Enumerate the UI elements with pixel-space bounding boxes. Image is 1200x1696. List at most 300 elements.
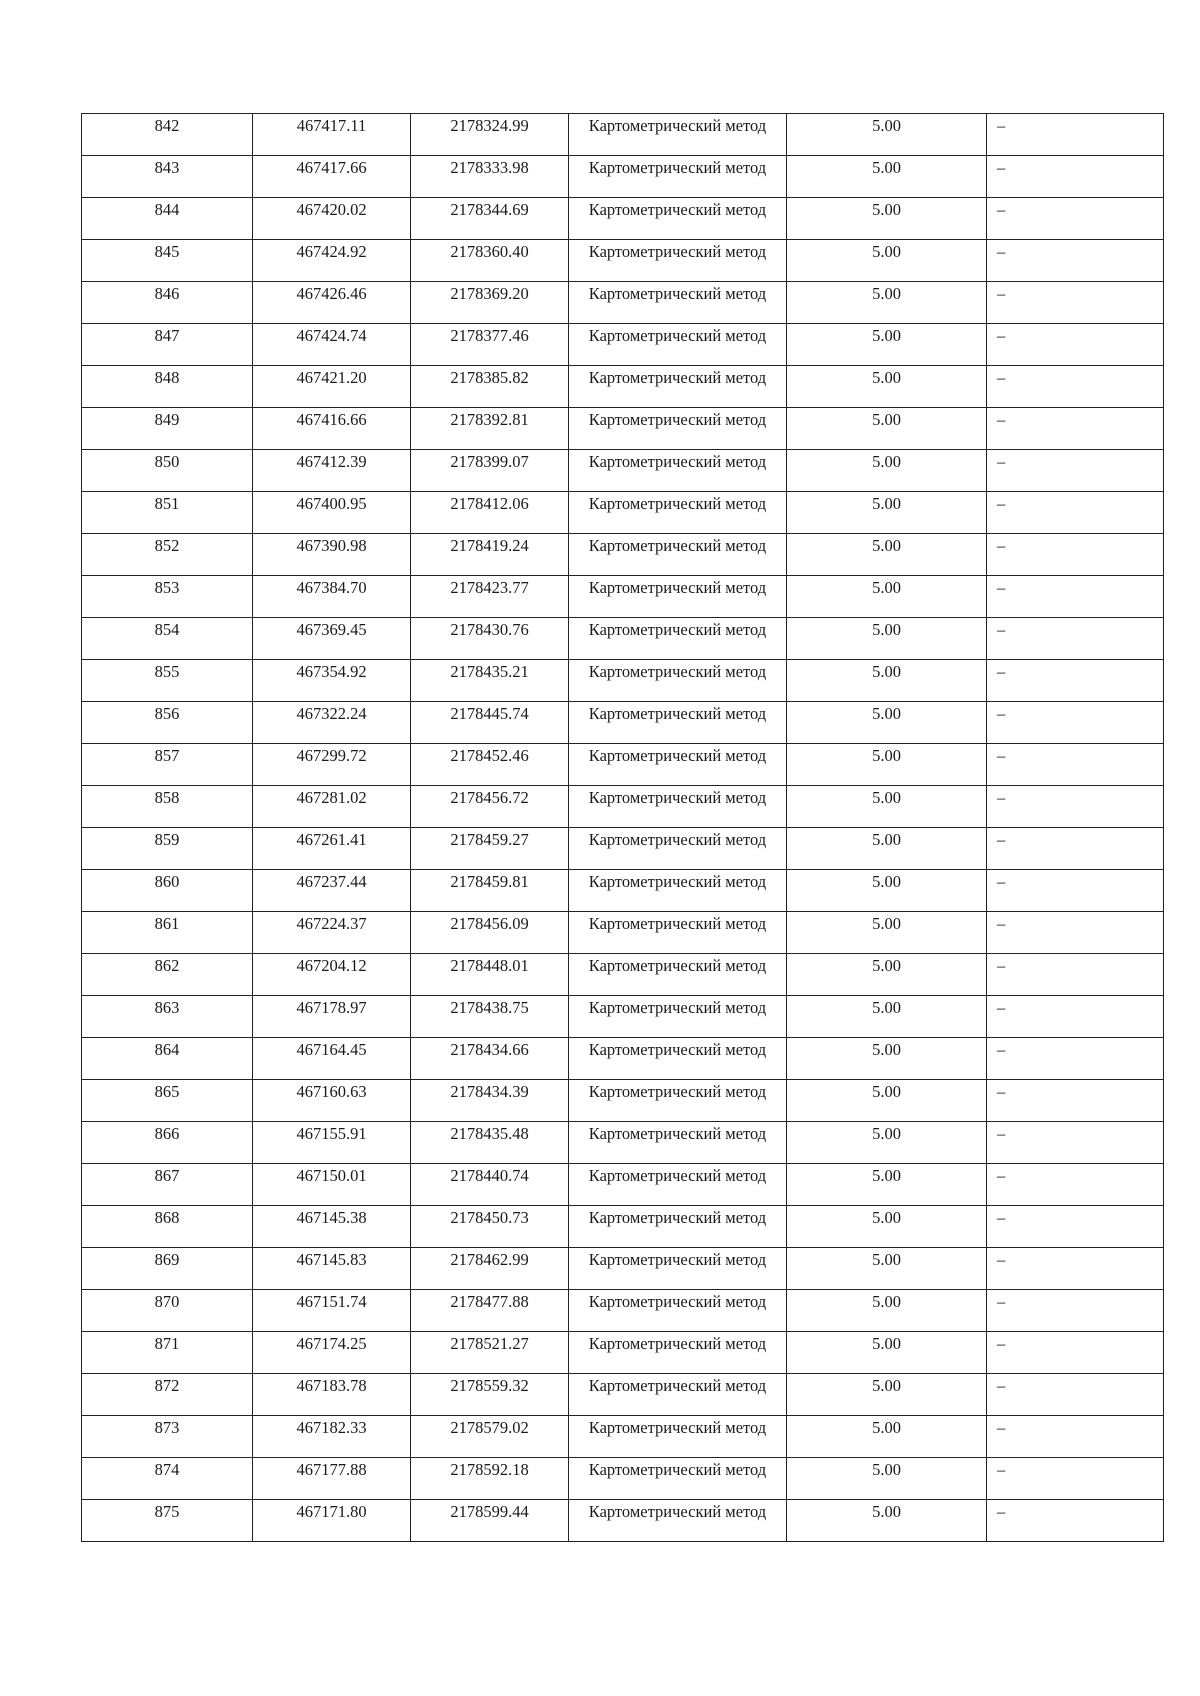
method-cell [569,1374,787,1416]
y-coordinate-cell [411,114,569,156]
table-row [82,240,1164,282]
x-coordinate-text: 467421.20 [296,368,367,387]
point-number-text: 849 [154,410,180,429]
method-text: Картометрический метод [588,914,767,933]
point-number-text: 865 [154,1082,180,1101]
x-coordinate-text: 467424.92 [296,242,367,261]
x-coordinate-text: 467224.37 [296,914,367,933]
description-cell [987,1122,1164,1164]
description-cell [987,1500,1164,1542]
accuracy-cell [787,1038,987,1080]
x-coordinate-text: 467384.70 [296,578,367,597]
description-text: – [997,1460,1006,1479]
accuracy-cell [787,576,987,618]
table-row [82,660,1164,702]
point-number-text: 852 [154,536,180,555]
accuracy-text: 5.00 [872,704,901,723]
accuracy-cell [787,1290,987,1332]
point-number-text: 864 [154,1040,180,1059]
description-cell [987,1248,1164,1290]
method-text: Картометрический метод [588,452,767,471]
x-coordinate-text: 467426.46 [296,284,367,303]
accuracy-text: 5.00 [872,578,901,597]
method-text: Картометрический метод [588,872,767,891]
y-coordinate-text: 2178435.21 [450,662,529,681]
method-text: Картометрический метод [588,1082,767,1101]
y-coordinate-text: 2178435.48 [450,1124,529,1143]
y-coordinate-cell [411,870,569,912]
accuracy-cell [787,996,987,1038]
y-coordinate-cell [411,1416,569,1458]
point-number-text: 871 [154,1334,180,1353]
y-coordinate-text: 2178477.88 [450,1292,529,1311]
description-text: – [997,536,1006,555]
x-coordinate-text: 467174.25 [296,1334,367,1353]
point-number-text: 868 [154,1208,180,1227]
table-row [82,1374,1164,1416]
point-number-text: 862 [154,956,180,975]
description-cell [987,282,1164,324]
method-cell [569,534,787,576]
description-cell [987,1038,1164,1080]
method-cell [569,1458,787,1500]
x-coordinate-cell [253,912,411,954]
description-text: – [997,410,1006,429]
accuracy-cell [787,828,987,870]
table-row [82,1206,1164,1248]
method-text: Картометрический метод [588,200,767,219]
method-cell [569,1416,787,1458]
y-coordinate-cell [411,1290,569,1332]
x-coordinate-cell [253,366,411,408]
point-number-text: 844 [154,200,180,219]
table-row [82,954,1164,996]
description-cell [987,786,1164,828]
description-text: – [997,1292,1006,1311]
x-coordinate-text: 467322.24 [296,704,367,723]
accuracy-text: 5.00 [872,200,901,219]
x-coordinate-cell [253,1248,411,1290]
point-number-text: 856 [154,704,180,723]
accuracy-cell [787,912,987,954]
point-number-text: 850 [154,452,180,471]
point-number-cell [82,1206,253,1248]
y-coordinate-text: 2178333.98 [450,158,529,177]
table-row [82,534,1164,576]
description-text: – [997,830,1006,849]
description-cell [987,408,1164,450]
method-cell [569,870,787,912]
description-text: – [997,242,1006,261]
method-cell [569,240,787,282]
x-coordinate-cell [253,324,411,366]
description-cell [987,114,1164,156]
point-number-cell [82,114,253,156]
point-number-cell [82,870,253,912]
accuracy-text: 5.00 [872,242,901,261]
method-text: Картометрический метод [588,116,767,135]
y-coordinate-text: 2178448.01 [450,956,529,975]
description-cell [987,828,1164,870]
description-cell [987,1164,1164,1206]
x-coordinate-cell [253,1458,411,1500]
point-number-text: 874 [154,1460,180,1479]
point-number-text: 855 [154,662,180,681]
method-cell [569,1164,787,1206]
method-text: Картометрический метод [588,1166,767,1185]
method-cell [569,1500,787,1542]
description-cell [987,870,1164,912]
method-text: Картометрический метод [588,998,767,1017]
y-coordinate-text: 2178385.82 [450,368,529,387]
y-coordinate-text: 2178592.18 [450,1460,529,1479]
point-number-text: 866 [154,1124,180,1143]
method-text: Картометрический метод [588,284,767,303]
table-row [82,1290,1164,1332]
description-text: – [997,662,1006,681]
method-cell [569,1206,787,1248]
description-text: – [997,872,1006,891]
accuracy-cell [787,786,987,828]
accuracy-text: 5.00 [872,872,901,891]
y-coordinate-cell [411,1500,569,1542]
y-coordinate-cell [411,1206,569,1248]
point-number-text: 872 [154,1376,180,1395]
method-text: Картометрический метод [588,368,767,387]
description-text: – [997,1124,1006,1143]
y-coordinate-text: 2178559.32 [450,1376,529,1395]
method-cell [569,1080,787,1122]
y-coordinate-cell [411,1038,569,1080]
description-cell [987,1374,1164,1416]
y-coordinate-cell [411,240,569,282]
method-text: Картометрический метод [588,410,767,429]
method-text: Картометрический метод [588,1334,767,1353]
point-number-text: 861 [154,914,180,933]
y-coordinate-text: 2178430.76 [450,620,529,639]
accuracy-text: 5.00 [872,830,901,849]
point-number-text: 870 [154,1292,180,1311]
point-number-cell [82,996,253,1038]
x-coordinate-text: 467400.95 [296,494,367,513]
accuracy-cell [787,1500,987,1542]
accuracy-cell [787,1122,987,1164]
y-coordinate-text: 2178392.81 [450,410,529,429]
x-coordinate-text: 467164.45 [296,1040,367,1059]
x-coordinate-cell [253,828,411,870]
accuracy-text: 5.00 [872,536,901,555]
x-coordinate-cell [253,240,411,282]
method-cell [569,282,787,324]
method-text: Картометрический метод [588,1502,767,1521]
y-coordinate-text: 2178462.99 [450,1250,529,1269]
point-number-cell [82,786,253,828]
x-coordinate-cell [253,1080,411,1122]
accuracy-text: 5.00 [872,1040,901,1059]
method-text: Картометрический метод [588,662,767,681]
table-row [82,1164,1164,1206]
point-number-cell [82,198,253,240]
description-text: – [997,494,1006,513]
method-cell [569,1248,787,1290]
accuracy-text: 5.00 [872,1250,901,1269]
x-coordinate-cell [253,996,411,1038]
accuracy-cell [787,366,987,408]
y-coordinate-cell [411,198,569,240]
description-text: – [997,284,1006,303]
x-coordinate-cell [253,282,411,324]
description-text: – [997,1082,1006,1101]
description-text: – [997,1166,1006,1185]
y-coordinate-cell [411,1332,569,1374]
table-row [82,1248,1164,1290]
point-number-text: 843 [154,158,180,177]
point-number-cell [82,1458,253,1500]
accuracy-text: 5.00 [872,1418,901,1437]
table-row [82,1416,1164,1458]
method-cell [569,324,787,366]
y-coordinate-cell [411,1374,569,1416]
accuracy-text: 5.00 [872,326,901,345]
description-text: – [997,956,1006,975]
description-cell [987,1206,1164,1248]
point-number-text: 851 [154,494,180,513]
y-coordinate-cell [411,912,569,954]
point-number-cell [82,492,253,534]
table-row [82,324,1164,366]
y-coordinate-text: 2178434.39 [450,1082,529,1101]
description-text: – [997,578,1006,597]
accuracy-cell [787,1458,987,1500]
description-text: – [997,1376,1006,1395]
point-number-cell [82,1290,253,1332]
y-coordinate-cell [411,660,569,702]
method-cell [569,492,787,534]
x-coordinate-cell [253,492,411,534]
accuracy-cell [787,114,987,156]
point-number-text: 867 [154,1166,180,1185]
point-number-cell [82,1416,253,1458]
method-text: Картометрический метод [588,536,767,555]
x-coordinate-cell [253,1206,411,1248]
x-coordinate-text: 467178.97 [296,998,367,1017]
y-coordinate-text: 2178445.74 [450,704,529,723]
accuracy-cell [787,744,987,786]
y-coordinate-text: 2178459.81 [450,872,529,891]
point-number-text: 857 [154,746,180,765]
point-number-cell [82,660,253,702]
accuracy-cell [787,1248,987,1290]
accuracy-cell [787,954,987,996]
table-row [82,618,1164,660]
y-coordinate-text: 2178377.46 [450,326,529,345]
method-cell [569,1290,787,1332]
method-text: Картометрический метод [588,1376,767,1395]
y-coordinate-cell [411,450,569,492]
method-cell [569,114,787,156]
description-cell [987,744,1164,786]
table-row [82,450,1164,492]
point-number-cell [82,912,253,954]
description-cell [987,996,1164,1038]
x-coordinate-cell [253,534,411,576]
point-number-cell [82,408,253,450]
accuracy-text: 5.00 [872,368,901,387]
accuracy-cell [787,660,987,702]
point-number-text: 845 [154,242,180,261]
point-number-text: 858 [154,788,180,807]
accuracy-text: 5.00 [872,1292,901,1311]
description-cell [987,240,1164,282]
x-coordinate-cell [253,1122,411,1164]
accuracy-cell [787,324,987,366]
description-cell [987,366,1164,408]
accuracy-text: 5.00 [872,158,901,177]
y-coordinate-text: 2178438.75 [450,998,529,1017]
accuracy-text: 5.00 [872,1334,901,1353]
point-number-cell [82,1332,253,1374]
description-text: – [997,200,1006,219]
table-row [82,1122,1164,1164]
method-text: Картометрический метод [588,494,767,513]
y-coordinate-text: 2178599.44 [450,1502,529,1521]
table-row [82,870,1164,912]
y-coordinate-cell [411,1248,569,1290]
table-row [82,198,1164,240]
method-text: Картометрический метод [588,1250,767,1269]
y-coordinate-text: 2178369.20 [450,284,529,303]
x-coordinate-text: 467177.88 [296,1460,367,1479]
point-number-text: 863 [154,998,180,1017]
table-row [82,114,1164,156]
y-coordinate-cell [411,954,569,996]
y-coordinate-cell [411,156,569,198]
x-coordinate-cell [253,1164,411,1206]
point-number-cell [82,576,253,618]
y-coordinate-text: 2178399.07 [450,452,529,471]
x-coordinate-text: 467281.02 [296,788,367,807]
x-coordinate-text: 467417.11 [296,116,367,135]
table-row [82,744,1164,786]
x-coordinate-text: 467155.91 [296,1124,367,1143]
method-text: Картометрический метод [588,788,767,807]
description-cell [987,1080,1164,1122]
x-coordinate-cell [253,1374,411,1416]
x-coordinate-text: 467369.45 [296,620,367,639]
y-coordinate-cell [411,534,569,576]
x-coordinate-cell [253,954,411,996]
point-number-cell [82,828,253,870]
x-coordinate-text: 467416.66 [296,410,367,429]
table-row [82,156,1164,198]
x-coordinate-cell [253,1500,411,1542]
x-coordinate-text: 467354.92 [296,662,367,681]
description-cell [987,450,1164,492]
method-text: Картометрический метод [588,704,767,723]
x-coordinate-text: 467145.38 [296,1208,367,1227]
point-number-cell [82,324,253,366]
point-number-cell [82,1248,253,1290]
description-text: – [997,788,1006,807]
method-cell [569,702,787,744]
x-coordinate-text: 467390.98 [296,536,367,555]
description-text: – [997,1208,1006,1227]
accuracy-text: 5.00 [872,284,901,303]
point-number-text: 846 [154,284,180,303]
accuracy-text: 5.00 [872,494,901,513]
description-text: – [997,368,1006,387]
table-row [82,912,1164,954]
y-coordinate-cell [411,786,569,828]
method-cell [569,954,787,996]
accuracy-cell [787,870,987,912]
y-coordinate-cell [411,1458,569,1500]
point-number-cell [82,1122,253,1164]
accuracy-text: 5.00 [872,998,901,1017]
accuracy-cell [787,156,987,198]
accuracy-cell [787,450,987,492]
y-coordinate-cell [411,576,569,618]
method-cell [569,408,787,450]
point-number-cell [82,450,253,492]
description-text: – [997,116,1006,135]
point-number-cell [82,1080,253,1122]
point-number-text: 847 [154,326,180,345]
table-row [82,1500,1164,1542]
method-cell [569,744,787,786]
point-number-cell [82,366,253,408]
y-coordinate-cell [411,492,569,534]
x-coordinate-text: 467261.41 [296,830,367,849]
x-coordinate-cell [253,744,411,786]
description-cell [987,702,1164,744]
x-coordinate-text: 467171.80 [296,1502,367,1521]
description-cell [987,1458,1164,1500]
x-coordinate-text: 467412.39 [296,452,367,471]
table-row [82,828,1164,870]
y-coordinate-text: 2178459.27 [450,830,529,849]
y-coordinate-cell [411,618,569,660]
y-coordinate-cell [411,366,569,408]
accuracy-cell [787,1416,987,1458]
accuracy-text: 5.00 [872,1208,901,1227]
x-coordinate-text: 467204.12 [296,956,367,975]
description-cell [987,576,1164,618]
y-coordinate-cell [411,282,569,324]
x-coordinate-text: 467420.02 [296,200,367,219]
x-coordinate-cell [253,870,411,912]
accuracy-text: 5.00 [872,1082,901,1101]
point-number-text: 875 [154,1502,180,1521]
x-coordinate-cell [253,576,411,618]
y-coordinate-text: 2178450.73 [450,1208,529,1227]
method-cell [569,828,787,870]
description-text: – [997,914,1006,933]
y-coordinate-text: 2178423.77 [450,578,529,597]
accuracy-text: 5.00 [872,914,901,933]
x-coordinate-text: 467237.44 [296,872,367,891]
description-text: – [997,746,1006,765]
method-cell [569,1122,787,1164]
description-text: – [997,158,1006,177]
x-coordinate-text: 467182.33 [296,1418,367,1437]
method-text: Картометрический метод [588,956,767,975]
point-number-cell [82,1038,253,1080]
method-text: Картометрический метод [588,620,767,639]
method-text: Картометрический метод [588,1460,767,1479]
x-coordinate-cell [253,1038,411,1080]
description-cell [987,534,1164,576]
